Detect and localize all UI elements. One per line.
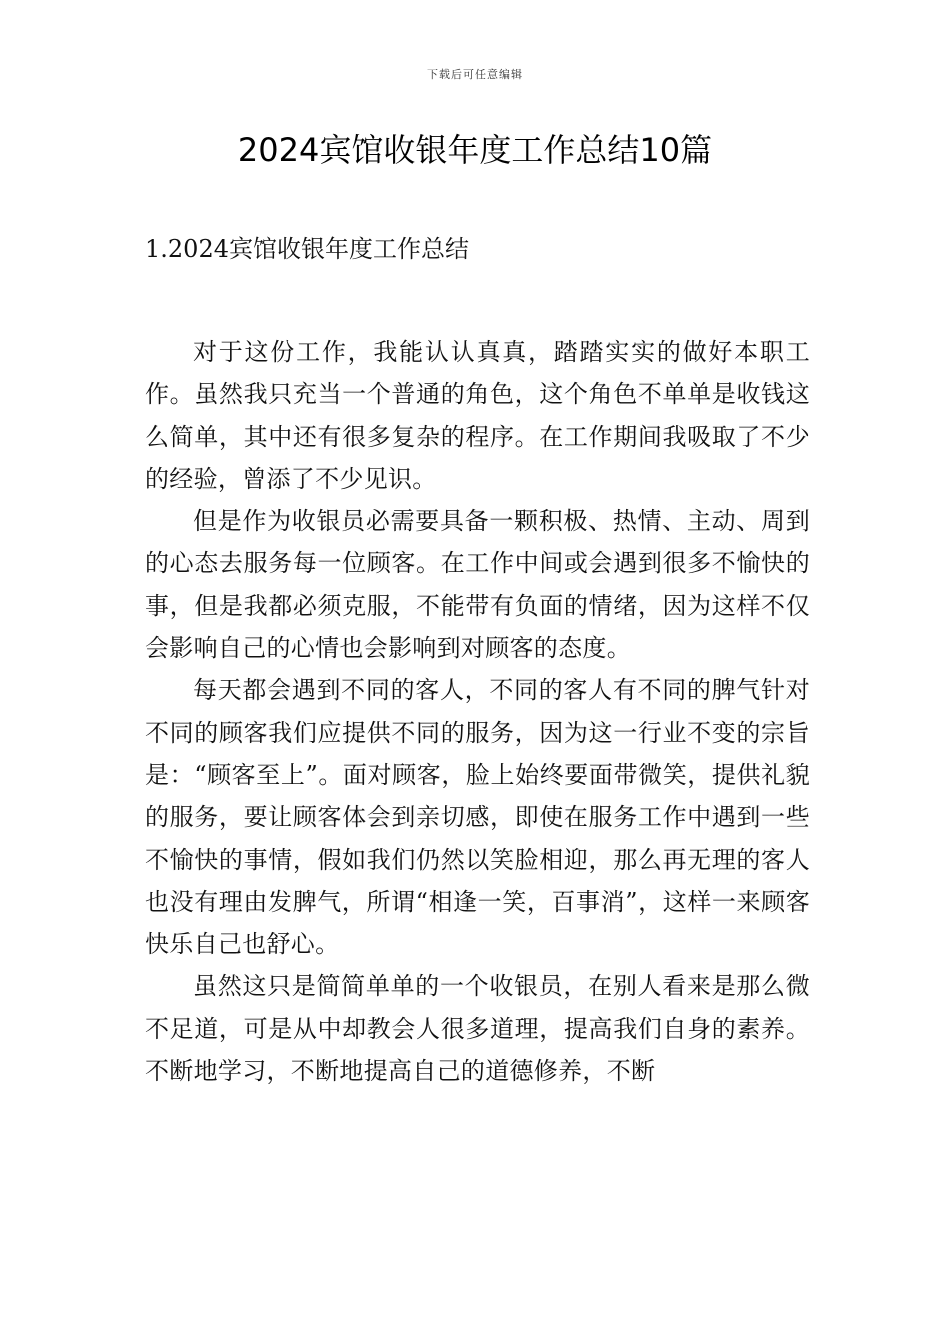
section-heading: 1.2024宾馆收银年度工作总结 bbox=[145, 235, 469, 263]
paragraph-4: 虽然这只是简简单单的一个收银员，在别人看来是那么微不足道，可是从中却教会人很多道理，提高我们自身的素养。不断地学习，不断地提高自己的道德修养，不断 bbox=[145, 972, 810, 1086]
paragraph-2: 但是作为收银员必需要具备一颗积极、热情、主动、周到的心态去服务每一位顾客。在工作中间或会遇到很多不愉快的事，但是我都必须克服，不能带有负面的情绪，因为这样不仅会影响自己的心情也会影响到对顾客的态度。 bbox=[145, 507, 810, 663]
paragraph-3: 每天都会遇到不同的客人，不同的客人有不同的脾气针对不同的顾客我们应提供不同的服务，因为这一行业不变的宗旨是：“顾客至上”。面对顾客，脸上始终要面带微笑，提供礼貌的服务，要让顾客体会到亲切感，即使在服务工作中遇到一些不愉快的事情，假如我们仍然以笑脸相迎，那么再无理的客人也没有理由发脾气，所谓“相逢一笑，百事消”，这样一来顾客快乐自己也舒心。 bbox=[145, 676, 810, 959]
document-title: 2024宾馆收银年度工作总结10篇 bbox=[237, 131, 713, 169]
paragraph-1: 对于这份工作，我能认认真真，踏踏实实的做好本职工作。虽然我只充当一个普通的角色，这个角色不单单是收钱这么简单，其中还有很多复杂的程序。在工作期间我吸取了不少的经验，曾添了不少见识。 bbox=[145, 338, 810, 493]
body-text bbox=[145, 331, 810, 1092]
header-note: 下载后可任意编辑 bbox=[427, 68, 523, 81]
